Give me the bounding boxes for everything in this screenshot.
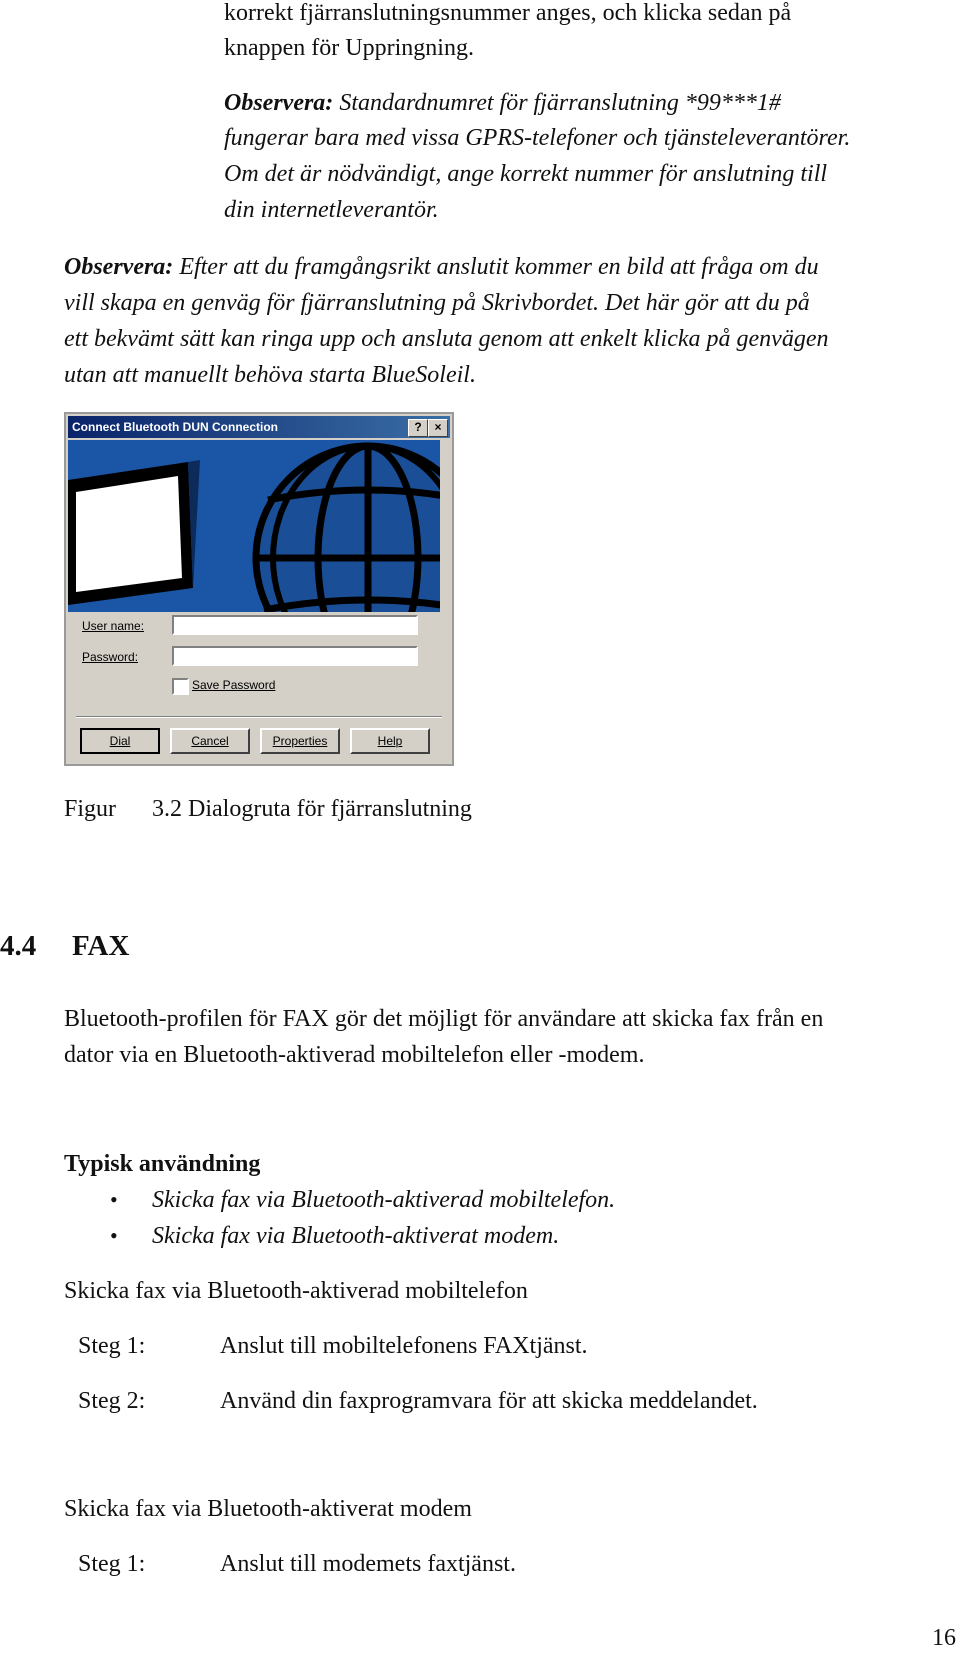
dialog-divider [76,716,442,718]
password-label: Password: [82,650,139,664]
section-title: FAX [72,930,130,962]
username-label: User name: [82,619,145,633]
note2-line-2: vill skapa en genväg för fjärranslutning på Skrivbordet. Det här gör att du på [64,290,810,316]
note1-line-1 [224,86,781,120]
typical-usage-item-1: Skicka fax via Bluetooth-aktiverad mobiltelefon. [152,1187,616,1213]
dun-connection-dialog [64,412,454,766]
help-icon[interactable]: ? [408,419,428,437]
modem-step-1-label: Steg 1: [78,1551,146,1577]
phone-step-1-text: Anslut till mobiltelefonens FAXtjänst. [220,1333,588,1359]
help-button[interactable]: Help [350,728,430,754]
dialog-title: Connect Bluetooth DUN Connection [72,420,278,434]
close-icon[interactable]: × [428,419,448,437]
properties-button[interactable]: Properties [260,728,340,754]
phone-steps-heading: Skicka fax via Bluetooth-aktiverad mobiltelefon [64,1278,528,1304]
note1-label: Observera: [224,90,334,116]
bullet-icon: • [110,1223,118,1248]
typical-usage-heading: Typisk användning [64,1151,261,1177]
note2-line-4: utan att manuellt behöva starta BlueSoleil. [64,362,476,388]
phone-step-1-label: Steg 1: [78,1333,146,1359]
password-input[interactable] [172,646,418,666]
section-body-line-1: Bluetooth-profilen för FAX gör det möjligt för användare att skicka fax från en [64,1006,824,1032]
section-number: 4.4 [0,930,37,962]
modem-step-1-text: Anslut till modemets faxtjänst. [220,1551,516,1577]
dial-button[interactable]: Dial [80,728,160,754]
save-password-checkbox[interactable] [172,678,189,695]
note1-line-4: din internetleverantör. [224,197,439,223]
section-body-line-2: dator via en Bluetooth-aktiverad mobiltelefon eller -modem. [64,1042,645,1068]
phone-step-2-label: Steg 2: [78,1388,146,1414]
typical-usage-item-2: Skicka fax via Bluetooth-aktiverat modem. [152,1223,560,1249]
note1-line-2: fungerar bara med vissa GPRS-telefoner och tjänsteleverantörer. [224,125,851,151]
dialog-titlebar [68,416,450,438]
bullet-icon: • [110,1187,118,1212]
monitor-globe-illustration [68,440,440,612]
note1-line-1-text: Standardnumret för fjärranslutning *99***1# [333,90,781,116]
note2-label: Observera: [64,254,174,280]
save-password-label: Save Password [192,678,276,692]
intro-line-1: korrekt fjärranslutningsnummer anges, och klicka sedan på [224,0,792,26]
modem-steps-heading: Skicka fax via Bluetooth-aktiverat modem [64,1496,472,1522]
dialog-banner-image [68,440,440,612]
intro-line-2: knappen för Uppringning. [224,35,474,61]
note1-line-3: Om det är nödvändigt, ange korrekt nummer för anslutning till [224,161,828,187]
note2-line-1 [64,250,819,284]
figure-label: Figur [64,796,117,822]
phone-step-2-text: Använd din faxprogramvara för att skicka meddelandet. [220,1388,758,1414]
username-input[interactable] [172,615,418,635]
page-number: 16 [932,1625,956,1651]
note2-line-3: ett bekvämt sätt kan ringa upp och ansluta genom att enkelt klicka på genvägen [64,326,829,352]
cancel-button[interactable]: Cancel [170,728,250,754]
note2-line-1-text: Efter att du framgångsrikt anslutit kommer en bild att fråga om du [173,254,819,280]
figure-caption: 3.2 Dialogruta för fjärranslutning [152,796,472,822]
